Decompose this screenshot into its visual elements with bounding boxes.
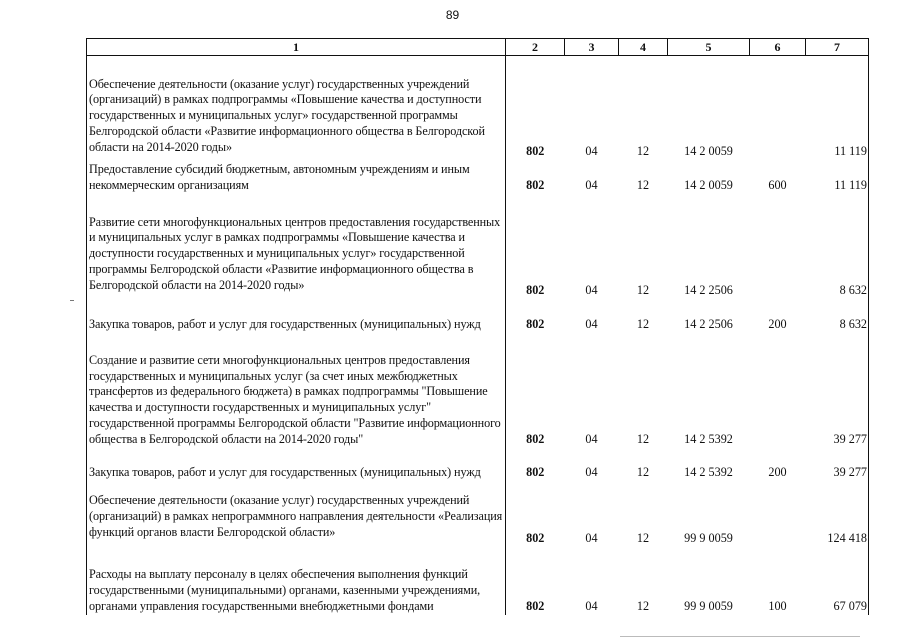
cell-grbs: 802 [526,464,545,479]
header-col-4: 4 [619,39,668,56]
cell-subsection: 12 [636,464,650,479]
row-description: Расходы на выплату персоналу в целях обеспечения выполнения функций государственными (муниципальными) органами, казенными учреждениями, органами управления государственными внебюджетными фондами [87,547,506,615]
cell-amount: 8 632 [806,194,869,299]
row-description [87,481,506,547]
cell-grbs: 802 [526,282,545,297]
table-row [87,333,869,448]
cell-section: 04 [585,143,598,158]
cell-grbs: 802 [526,143,545,158]
cell-amount: 11 119 [806,56,869,160]
cell-subsection: 12 [636,177,650,192]
table-row [87,194,869,299]
cell-section: 04 [585,431,598,446]
header-col-6: 6 [750,39,806,56]
row-description: Предоставление субсидий бюджетным, автономным учреждениям и иным некоммерческим организациям [87,160,506,194]
cell-target-article: 14 2 5392 [684,464,733,479]
cell-amount: 67 079 [806,547,869,615]
table-row [87,160,869,194]
cell-target-article: 14 2 2506 [684,282,733,297]
table-header [87,39,869,56]
bottom-divider [620,636,860,637]
cell-section: 04 [585,316,598,331]
cell-subsection: 12 [636,316,650,331]
row-description [87,56,506,160]
header-row [87,39,869,56]
table-body [87,56,869,615]
cell-grbs: 802 [526,431,545,446]
row-description-text: Обеспечение деятельности (оказание услуг) государственных учреждений (организаций) в рамках подпрограммы «Повышение качества и доступности государственных и муниципальных услуг» государственной программы Белгородской области «Развитие информационного общества в Белгородской области на 2014-2020 годы» [89,76,485,154]
cell-expense-type: 200 [768,464,787,479]
budget-table [86,38,869,615]
table-row [87,481,869,547]
cell-target-article: 14 2 2506 [684,316,733,331]
header-col-7: 7 [806,39,869,56]
cell-target-article: 99 9 0059 [684,530,733,545]
cell-expense-type [750,56,806,160]
cell-expense-type: 100 [768,598,787,613]
cell-target-article: 99 9 0059 [684,598,733,613]
row-description: Создание и развитие сети многофункциональных центров предоставления государственных и муниципальных услуг (за счет иных межбюджетных трансфертов из федерального бюджета) в рамках подпрограммы "Повышение качества и доступности государственных и муниципальных услуг" государственной программы Белгородской области "Развитие информационного общества в Белгородской области на 2014-2020 годы" [87,333,506,448]
cell-expense-type: 600 [768,177,787,192]
cell-grbs: 802 [526,530,545,545]
cell-subsection: 12 [636,431,650,446]
cell-section: 04 [585,177,598,192]
table-row [87,299,869,333]
row-description-text: Обеспечение деятельности (оказание услуг) государственных учреждений (организаций) в рамках непрограммного направления деятельности «Реализация функций органов власти Белгородской области» [89,493,503,539]
scan-mark [70,300,74,301]
cell-amount: 124 418 [806,481,869,547]
cell-subsection: 12 [636,282,650,297]
cell-grbs: 802 [526,177,545,192]
cell-target-article: 14 2 0059 [684,143,733,158]
cell-expense-type: 200 [768,316,787,331]
row-description: Закупка товаров, работ и услуг для государственных (муниципальных) нужд [87,299,506,333]
cell-amount: 39 277 [806,448,869,481]
header-col-2: 2 [506,39,565,56]
cell-subsection: 12 [636,530,650,545]
header-col-5: 5 [668,39,750,56]
cell-target-article: 14 2 5392 [684,431,733,446]
table-row [87,448,869,481]
cell-section: 04 [585,530,598,545]
cell-section: 04 [585,464,598,479]
cell-expense-type [750,481,806,547]
cell-amount: 11 119 [806,160,869,194]
cell-subsection: 12 [636,143,650,158]
cell-section: 04 [585,282,598,297]
table-row [87,547,869,615]
row-description: Закупка товаров, работ и услуг для государственных (муниципальных) нужд [87,448,506,481]
cell-section: 04 [585,598,598,613]
header-col-1: 1 [87,39,506,56]
cell-subsection: 12 [636,598,650,613]
cell-expense-type [750,194,806,299]
header-col-3: 3 [565,39,619,56]
cell-amount: 8 632 [806,299,869,333]
row-description-text: Развитие сети многофункциональных центров предоставления государственных и муниципальных услуг в рамках подпрограммы «Повышение качества и доступности государственных и муниципальных услуг» государственной программы Белгородской области «Развитие информационного общества в Белгородской области на 2014-2020 годы» [89,214,501,292]
cell-grbs: 802 [526,598,545,613]
table-row [87,56,869,160]
cell-expense-type [750,333,806,448]
cell-amount: 39 277 [806,333,869,448]
row-description [87,194,506,299]
page-number: 89 [445,8,460,22]
cell-target-article: 14 2 0059 [684,177,733,192]
cell-grbs: 802 [526,316,545,331]
